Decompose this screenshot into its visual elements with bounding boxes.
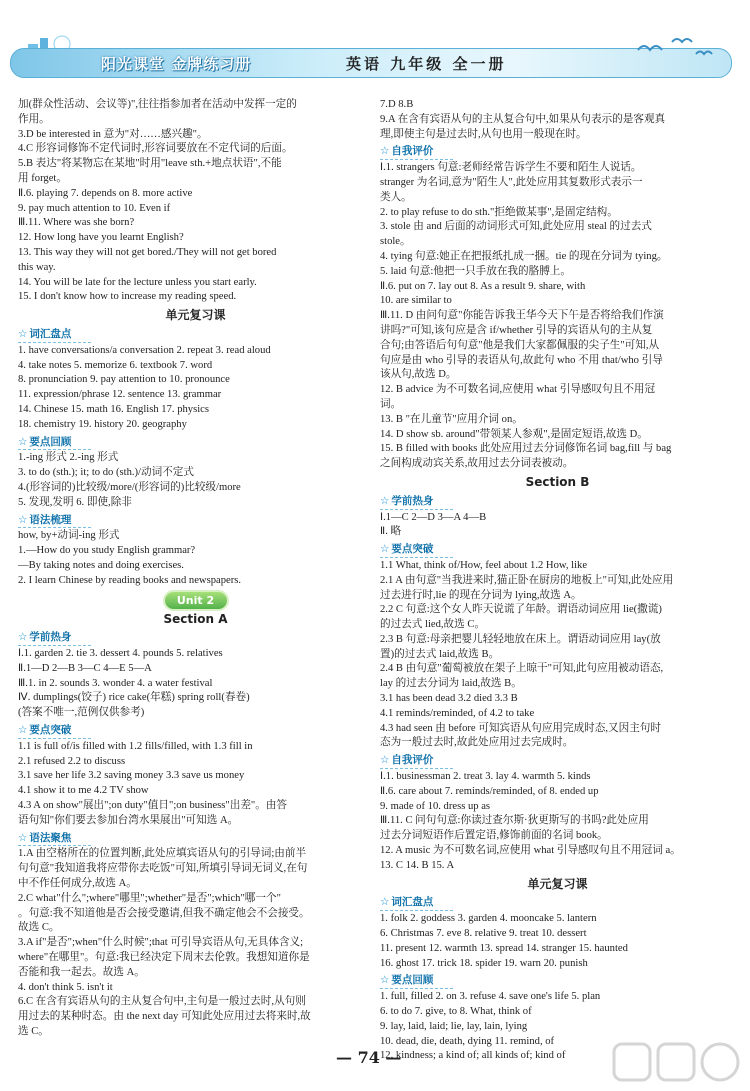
- subsection-tag: [380, 973, 453, 989]
- answer-line: 词。: [380, 398, 402, 410]
- answer-line: 13. C 14. B 15. A: [380, 859, 455, 871]
- answer-line: stranger 为名词,意为"陌生人",此处应用其复数形式表示一: [380, 176, 643, 188]
- subsection-tag: [18, 513, 91, 529]
- subsection-label: 语法梳理: [29, 513, 72, 526]
- answer-line: 2.2 C 句意:这个女人昨天说谎了年龄。谓语动词应用 lie(撒谎): [380, 604, 662, 616]
- answer-line: 理,即使主句是过去时,从句也用一般现在时。: [380, 128, 587, 140]
- subsection-row: [18, 628, 373, 647]
- answer-line: Ⅱ.6. playing 7. depends on 8. more active: [18, 187, 193, 199]
- subsection-label: 要点突破: [29, 724, 72, 737]
- answer-line: 4.3 A on show"展出";on duty"值日";on business"出差"。由答: [18, 800, 288, 812]
- answer-line: where"在哪里"。句意:我已经决定下周末去伦敦。我想知道你是: [18, 952, 310, 964]
- answer-line: 2.C what"什么";where"哪里";whether"是否";which"哪一个": [18, 892, 281, 904]
- star-icon: ☆: [380, 974, 390, 987]
- answer-line: 置)的过去式 laid,故选 B。: [380, 648, 500, 660]
- subsection-row: [18, 325, 373, 344]
- subsection-tag: [380, 144, 453, 160]
- answer-line: 13. B "在儿童节"应用介词 on。: [380, 413, 523, 425]
- answer-line: Ⅰ.1—C 2—D 3—A 4—B: [380, 511, 487, 523]
- left-column: [18, 98, 373, 1040]
- subsection-tag: [18, 435, 91, 451]
- answer-line: 选 C。: [18, 1026, 49, 1038]
- answer-line: 12. kindness; a kind of; all kinds of; kind of: [380, 1050, 566, 1062]
- answer-line: 4. don't think 5. isn't it: [18, 981, 113, 993]
- answer-line: 14. Chinese 15. math 16. English 17. physics: [18, 403, 209, 415]
- answer-line: Ⅰ.1. garden 2. tie 3. dessert 4. pounds 5. relatives: [18, 648, 223, 660]
- star-icon: ☆: [380, 145, 390, 158]
- subsection-tag: [380, 753, 453, 769]
- subsection-tag: [18, 831, 91, 847]
- answer-line: 11. present 12. warmth 13. spread 14. stranger 15. haunted: [380, 942, 628, 954]
- subsection-label: 自我评价: [391, 754, 434, 767]
- answer-line: 14. D show sb. around"带领某人参观",是固定短语,故选 D。: [380, 428, 648, 440]
- subsection-label: 词汇盘点: [29, 327, 72, 340]
- subsection-row: [380, 893, 735, 912]
- answer-line: 14. You will be late for the lecture unless you start early.: [18, 276, 257, 288]
- answer-line: 11. expression/phrase 12. sentence 13. grammar: [18, 389, 222, 401]
- answer-line: 。句意:我不知道他是否会接受邀请,但我不确定他会不会接受。: [18, 907, 310, 919]
- star-icon: ☆: [18, 513, 28, 526]
- answer-line: 类人。: [380, 191, 412, 203]
- answer-line: 6.C 在含有宾语从句的主从复合句中,主句是一般过去时,从句则: [18, 996, 306, 1008]
- answer-line: 9. made of 10. dress up as: [380, 800, 491, 812]
- subsection-tag: [380, 494, 453, 510]
- answer-line: this way.: [18, 261, 56, 273]
- answer-line: 故选 C。: [18, 922, 60, 934]
- answer-line: 3.1 has been dead 3.2 died 3.3 B: [380, 693, 518, 705]
- answer-line: lay 的过去分词为 laid,故选 B。: [380, 678, 522, 690]
- answer-line: 1.1 What, think of/How, feel about 1.2 How, like: [380, 559, 588, 571]
- page-number: — 74 —: [336, 1048, 402, 1067]
- answer-line: 9. lay, laid, laid; lie, lay, lain, lying: [380, 1020, 528, 1032]
- answer-line: 之间构成动宾关系,故用过去分词表被动。: [380, 458, 574, 470]
- star-icon: ☆: [380, 754, 390, 767]
- answer-line: Ⅳ. dumplings(饺子) rice cake(年糕) spring roll(春卷): [18, 692, 250, 704]
- answer-line: 3.A if"是否";when"什么时候";that 可引导宾语从句,无具体含义;: [18, 937, 304, 949]
- star-icon: ☆: [18, 435, 28, 448]
- answer-line: 句句意"我知道我将应带你去吃饭"可知,所填引导词无词义,在句: [18, 863, 308, 875]
- answer-line: 10. are similar to: [380, 295, 452, 307]
- subsection-row: [380, 142, 735, 161]
- subsection-row: [18, 829, 373, 848]
- section-heading: 单元复习课: [165, 308, 226, 323]
- answer-line: Ⅰ.1. businessman 2. treat 3. lay 4. warmth 5. kinds: [380, 771, 591, 783]
- subsection-row: [18, 511, 373, 530]
- answer-line: Ⅱ.1—D 2—B 3—C 4—E 5—A: [18, 662, 152, 674]
- subsection-label: 自我评价: [391, 145, 434, 158]
- answer-line: 合句;由答语后句句意"他是我们大家都佩服的尖子生"可知,从: [380, 339, 660, 351]
- subject-title: 英语 九年级 全一册: [346, 55, 507, 73]
- answer-line: 加(群众性活动、会议等)",往往指参加者在活动中发挥一定的: [18, 99, 297, 110]
- answer-line: 3.1 save her life 3.2 saving money 3.3 save us money: [18, 770, 245, 782]
- subsection-row: [18, 433, 373, 452]
- subsection-label: 要点突破: [391, 543, 434, 556]
- answer-line: 该从句,故选 D。: [380, 369, 457, 381]
- answer-line: 用过去的某种时态。由 the next day 可知此处应用过去将来时,故: [18, 1011, 311, 1023]
- answer-line: 4.C 形容词修饰不定代词时,形容词要放在不定代词的后面。: [18, 143, 293, 155]
- answer-line: 9. pay much attention to 10. Even if: [18, 202, 171, 214]
- answer-line: 2.1 A 由句意"当我进来时,猫正卧在厨房的地板上"可知,此处应用: [380, 574, 674, 586]
- answer-line: Ⅱ.6. put on 7. lay out 8. As a result 9. share, with: [380, 280, 586, 292]
- answer-line: 3. stole 由 and 后面的动词形式可知,此处应用 steal 的过去式: [380, 221, 652, 233]
- subsection-tag: [380, 542, 453, 558]
- subsection-row: [380, 540, 735, 559]
- answer-line: 15. I don't know how to increase my reading speed.: [18, 291, 237, 303]
- star-icon: ☆: [18, 831, 28, 844]
- subsection-label: 学前热身: [391, 494, 434, 507]
- answer-line: 2. to play refuse to do sth."拒绝做某事",是固定结构。: [380, 206, 618, 218]
- subsection-row: [380, 751, 735, 770]
- answer-line: 用 forget。: [18, 172, 67, 184]
- series-title: 阳光课堂 金牌练习册: [101, 55, 252, 73]
- subsection-row: [18, 721, 373, 740]
- answer-line: 16. ghost 17. trick 18. spider 19. warn 20. punish: [380, 957, 588, 969]
- answer-line: Ⅲ.11. C 问句句意:你读过查尔斯·狄更斯写的书吗?此处应用: [380, 815, 649, 827]
- answer-line: 5. 发现,发明 6. 即使,除非: [18, 496, 132, 508]
- answer-line: 4. tying 句意:她正在把报纸扎成一捆。tie 的现在分词为 tying。: [380, 250, 668, 262]
- answer-line: 4.(形容词的)比较级/more/(形容词的)比较级/more: [18, 481, 241, 493]
- answer-line: 12. A music 为不可数名词,应使用 what 引导感叹句且不用冠词 a。: [380, 845, 681, 857]
- answer-line: 15. B filled with books 此处应用过去分词修饰名词 bag,fill 与 bag: [380, 443, 672, 455]
- answer-line: 过去分词短语作后置定语,修饰前面的名词 book。: [380, 830, 608, 842]
- unit-badge: Unit 2: [165, 592, 227, 609]
- subsection-row: [380, 492, 735, 511]
- answer-line: 过去进行时,lie 的现在分词为 lying,故选 A。: [380, 589, 582, 601]
- section-heading: 单元复习课: [527, 876, 588, 891]
- answer-line: Ⅱ.6. care about 7. reminds/reminded, of 8. ended up: [380, 785, 599, 797]
- subsection-label: 词汇盘点: [391, 896, 434, 909]
- answer-line: 12. B advice 为不可数名词,应使用 what 引导感叹句且不用冠: [380, 384, 656, 396]
- answer-line: 2.3 B 句意:母亲把婴儿轻轻地放在床上。谓语动词应用 lay(放: [380, 633, 661, 645]
- answer-line: (答案不唯一,范例仅供参考): [18, 707, 145, 719]
- star-icon: ☆: [380, 896, 390, 909]
- answer-line: 1. full, filled 2. on 3. refuse 4. save one's life 5. plan: [380, 991, 601, 1003]
- answer-line: 3.D be interested in 意为"对……感兴趣"。: [18, 128, 208, 140]
- answer-line: 2. I learn Chinese by reading books and newspapers.: [18, 574, 241, 586]
- answer-line: 13. This way they will not get bored./They will not get bored: [18, 246, 277, 258]
- star-icon: ☆: [380, 494, 390, 507]
- answer-line: 1.A 由空格所在的位置判断,此处应填宾语从句的引导词;由前半: [18, 848, 307, 860]
- answer-line: 18. chemistry 19. history 20. geography: [18, 418, 187, 430]
- answer-line: 语句知"你们要去参加台湾水果展出"可知选 A。: [18, 814, 239, 826]
- section-heading: Section A: [163, 611, 228, 626]
- star-icon: ☆: [18, 327, 28, 340]
- answer-line: Ⅲ.11. Where was she born?: [18, 217, 135, 229]
- answer-line: 2.4 B 由句意"葡萄被放在架子上晾干"可知,此句应用被动语态,: [380, 663, 664, 675]
- answer-line: 12. How long have you learnt English?: [18, 232, 184, 244]
- answer-line: 8. pronunciation 9. pay attention to 10. pronounce: [18, 374, 230, 386]
- answer-line: 4.3 had seen 由 before 可知宾语从句应用完成时态,又因主句时: [380, 722, 661, 734]
- answer-line: Ⅱ. 略: [380, 526, 402, 538]
- answer-line: 作用。: [18, 113, 50, 125]
- answer-line: 句应是由 who 引导的表语从句,故此句 who 不用 that/who 引导: [380, 354, 663, 366]
- star-icon: ☆: [18, 631, 28, 644]
- answer-line: stole。: [380, 236, 411, 248]
- birds-decoration: [630, 32, 720, 62]
- answer-line: 6. to do 7. give, to 8. What, think of: [380, 1006, 532, 1018]
- star-icon: ☆: [18, 724, 28, 737]
- answer-line: 4.1 show it to me 4.2 TV show: [18, 785, 149, 797]
- subsection-tag: [18, 327, 91, 343]
- answer-line: —By taking notes and doing exercises.: [18, 559, 184, 571]
- answer-line: 4.1 reminds/reminded, of 4.2 to take: [380, 707, 535, 719]
- answer-line: 5. laid 句意:他把一只手放在我的胳膊上。: [380, 265, 571, 277]
- subsection-row: [380, 971, 735, 990]
- answer-line: 否能和我一起去。故选 A。: [18, 966, 145, 978]
- subsection-label: 学前热身: [29, 631, 72, 644]
- page-header: [0, 28, 750, 88]
- answer-line: Ⅲ.1. in 2. sounds 3. wonder 4. a water festival: [18, 677, 213, 689]
- answer-line: 5.B 表达"将某物忘在某地"时用"leave sth.+地点状语",不能: [18, 158, 282, 170]
- answer-line: 态为一般过去时,故此处应用过去完成时。: [380, 737, 574, 749]
- answer-line: 7.D 8.B: [380, 99, 414, 110]
- answer-line: 1.—How do you study English grammar?: [18, 545, 196, 557]
- answer-line: 3. to do (sth.); it; to do (sth.)/动词不定式: [18, 467, 194, 479]
- answer-line: 讲吗?"可知,该句应是含 if/whether 引导的宾语从句的主从复: [380, 324, 653, 336]
- answer-line: Ⅰ.1. strangers 句意:老师经常告诉学生不要和陌生人说话。: [380, 162, 642, 174]
- answer-line: 1. folk 2. goddess 3. garden 4. mooncake 5. lantern: [380, 913, 597, 925]
- answer-line: 的过去式 lied,故选 C。: [380, 619, 486, 631]
- subsection-label: 要点回顾: [391, 974, 434, 987]
- answer-line: 1. have conversations/a conversation 2. repeat 3. read aloud: [18, 344, 271, 356]
- subsection-label: 要点回顾: [29, 435, 72, 448]
- answer-line: 2.1 refused 2.2 to discuss: [18, 755, 126, 767]
- subsection-tag: [18, 630, 91, 646]
- answer-line: Ⅲ.11. D 由问句意"你能告诉我王华今天下午是否将给我们作演: [380, 310, 664, 322]
- answer-line: 1.1 is full of/is filled with 1.2 fills/filled, with 1.3 fill in: [18, 740, 253, 752]
- answer-line: 6. Christmas 7. eve 8. relative 9. treat 10. dessert: [380, 928, 587, 940]
- right-column: [380, 98, 735, 1064]
- answer-line: 9.A 在含有宾语从句的主从复合句中,如果从句表示的是客观真: [380, 113, 666, 125]
- title-banner: [10, 48, 732, 78]
- answer-line: how, by+动词-ing 形式: [18, 530, 120, 542]
- subsection-label: 语法聚焦: [29, 831, 72, 844]
- subsection-tag: [18, 723, 91, 739]
- section-heading: Section B: [525, 474, 590, 489]
- subsection-tag: [380, 895, 453, 911]
- star-icon: ☆: [380, 543, 390, 556]
- answer-line: 1.-ing 形式 2.-ing 形式: [18, 452, 119, 464]
- answer-line: 4. take notes 5. memorize 6. textbook 7. word: [18, 359, 213, 371]
- answer-line: 中不作任何成分,故选 A。: [18, 878, 137, 890]
- answer-line: 10. dead, die, death, dying 11. remind, of: [380, 1035, 555, 1047]
- watermark-logo: [612, 1040, 742, 1084]
